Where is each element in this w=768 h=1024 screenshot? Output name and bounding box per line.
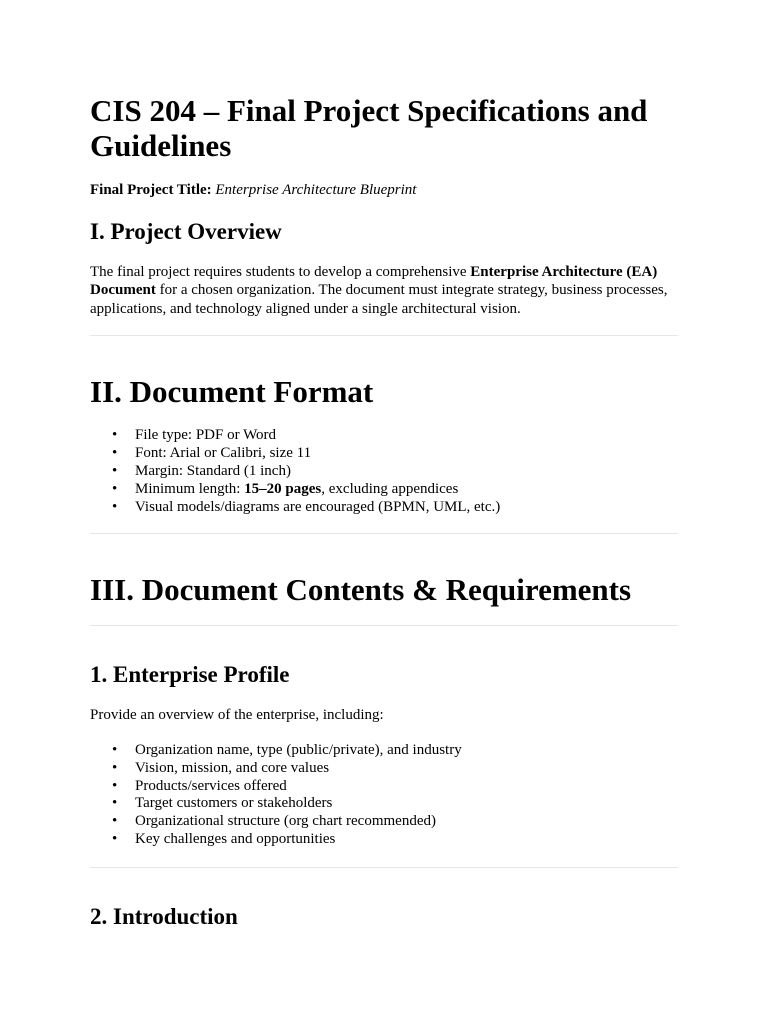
list-item-text: Products/services offered: [135, 777, 287, 794]
section-divider: [90, 533, 678, 534]
list-item-bold: 15–20 pages: [244, 480, 322, 497]
overview-text-before: The final project requires students to develop a comprehensive: [90, 264, 471, 280]
bullet-icon: •: [112, 777, 118, 794]
list-item-text: Target customers or stakeholders: [135, 795, 333, 812]
section-heading-contents: III. Document Contents & Requirements: [90, 572, 632, 608]
subsection-heading-introduction: 2. Introduction: [90, 904, 238, 930]
overview-text-bold: Enterprise Architecture (EA) Document: [90, 264, 658, 299]
bullet-icon: •: [112, 498, 118, 515]
list-item: [90, 795, 678, 813]
section-divider: [90, 335, 678, 336]
list-item: [90, 760, 678, 778]
list-item: [90, 831, 678, 849]
list-item: [90, 427, 678, 445]
bullet-icon: •: [112, 759, 118, 776]
list-item-text: Visual models/diagrams are encouraged (BPMN, UML, etc.): [135, 498, 501, 515]
list-item-text: Minimum length:: [135, 480, 245, 497]
list-item: [90, 813, 678, 831]
bullet-icon: •: [112, 795, 118, 812]
final-project-title: [90, 181, 678, 199]
bullet-icon: •: [112, 480, 118, 497]
list-item-text: Font: Arial or Calibri, size 11: [135, 444, 312, 461]
section-divider: [90, 867, 678, 868]
profile-intro: Provide an overview of the enterprise, including:: [90, 707, 384, 724]
list-item-text: , excluding appendices: [321, 480, 459, 497]
bullet-icon: •: [112, 444, 118, 461]
list-item-text: File type: PDF or Word: [135, 426, 277, 443]
subsection-heading-profile: 1. Enterprise Profile: [90, 662, 290, 688]
bullet-icon: •: [112, 462, 118, 479]
section-heading-overview: I. Project Overview: [90, 219, 282, 244]
document-content: [90, 93, 678, 931]
final-project-value: Enterprise Architecture Blueprint: [215, 182, 417, 198]
list-item: [90, 481, 678, 499]
section-heading-format: II. Document Format: [90, 373, 374, 409]
list-item-text: Key challenges and opportunities: [135, 831, 336, 848]
list-item: [90, 778, 678, 796]
list-item-text: Organization name, type (public/private), and industry: [135, 741, 462, 758]
bullet-icon: •: [112, 426, 118, 443]
bullet-icon: •: [112, 741, 118, 758]
list-item: [90, 445, 678, 463]
list-item-text: Organizational structure (org chart recommended): [135, 813, 436, 830]
format-list: [90, 427, 678, 517]
bullet-icon: •: [112, 831, 118, 848]
overview-text-after: for a chosen organization. The document must integrate strategy, business processes, applications, and technology aligned under a single architectural vision.: [90, 282, 668, 317]
overview-paragraph: [90, 263, 678, 318]
list-item-text: Vision, mission, and core values: [135, 759, 330, 776]
page-title: CIS 204 – Final Project Specifications and Guidelines: [90, 93, 648, 163]
section-divider: [90, 625, 678, 626]
list-item: [90, 499, 678, 517]
profile-list: [90, 742, 678, 849]
list-item-text: Margin: Standard (1 inch): [135, 462, 291, 479]
list-item: [90, 463, 678, 481]
list-item: [90, 742, 678, 760]
bullet-icon: •: [112, 813, 118, 830]
final-project-label: Final Project Title:: [90, 182, 212, 198]
